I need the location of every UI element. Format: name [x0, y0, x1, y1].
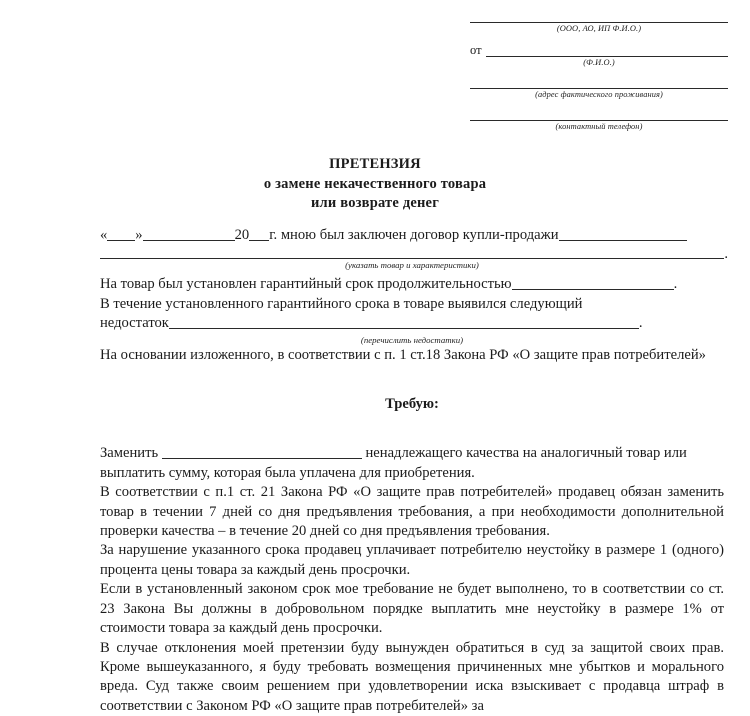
caption-defects: (перечислить недостатки) [100, 334, 724, 346]
title-line-1: ПРЕТЕНЗИЯ [0, 155, 750, 175]
defect-line: недостаток . [100, 314, 724, 333]
year-prefix: 20 [235, 227, 250, 243]
replace-label: Заменить [100, 445, 158, 461]
quote-close: » [135, 227, 142, 243]
person-name-fill-line[interactable] [486, 46, 728, 57]
warranty-duration-line: На товар был установлен гарантийный срок продолжительностью . [100, 275, 724, 294]
warranty-fill-line[interactable] [512, 277, 674, 290]
contract-paragraph [100, 226, 724, 245]
demand-paragraph-2: За нарушение указанного срока продавец уплачивает потребителю неустойку в размере 1 (одного) процента цены товара за каждый день просрочки. [100, 541, 724, 580]
caption-phone: (контактный телефон) [470, 121, 728, 132]
warranty-duration-text: На товар был установлен гарантийный срок продолжительностью [100, 276, 512, 292]
address-fill-line[interactable] [470, 78, 728, 89]
document-body [100, 226, 724, 716]
goods-fill-line-2[interactable] [100, 245, 724, 259]
day-fill-line[interactable] [107, 228, 135, 241]
caption-address: (адрес фактического проживания) [470, 89, 728, 100]
goods-fill-line-1[interactable] [559, 228, 687, 241]
caption-company: (ООО, АО, ИП Ф.И.О.) [470, 23, 728, 34]
defect-label: недостаток [100, 315, 169, 331]
demand-heading: Требую: [100, 395, 724, 414]
demand-paragraph-1: В соответствии с п.1 ст. 21 Закона РФ «О защите прав потребителей» продавец обязан заменить товар в течении 7 дней со дня предъявления требования, а при необходимости дополнительной проверки качества – в течение 20 дней со дня предъявления требования. [100, 483, 724, 541]
replace-demand-line [100, 444, 724, 483]
legal-basis-paragraph: На основании изложенного, в соответствии с п. 1 ст.18 Закона РФ «О защите прав потребителей» [100, 346, 724, 365]
from-row [470, 43, 728, 57]
quote-open: « [100, 227, 107, 243]
caption-goods: (указать товар и характеристики) [100, 259, 724, 271]
replace-rest-text: ненадлежащего качества на аналогичный товар или выплатить сумму, которая была уплачена для приобретения. [100, 445, 687, 480]
title-line-3: или возврате денег [0, 194, 750, 214]
defect-fill-line[interactable] [169, 316, 639, 329]
demand-paragraph-4: В случае отклонения моей претензии буду вынужден обратиться в суд за защитой своих прав. Кроме вышеуказанного, я буду требовать возмещения причиненных мне убытков и морального вреда. Суд также своим решением при удовлетворении иска взыскивает с продавца штраф в соответствии с Законом РФ «О защите прав потребителей» за [100, 639, 724, 716]
year-fill-line[interactable] [249, 228, 269, 241]
phone-fill-line[interactable] [470, 110, 728, 121]
demand-paragraph-3: Если в установленный законом срок мое требование не будет выполнено, то в соответствии со ст. 23 Закона Вы должны в добровольном порядке выплатить мне неустойку в размере 1% от стоимости товара за каждый день просрочки. [100, 580, 724, 638]
title-line-2: о замене некачественного товара [0, 175, 750, 195]
addressee-header [470, 12, 728, 132]
company-name-fill-line[interactable] [470, 12, 728, 23]
defect-intro-line: В течение установленного гарантийного срока в товаре выявился следующий [100, 295, 724, 314]
contract-text: г. мною был заключен договор купли-продажи [269, 227, 558, 243]
caption-person: (Ф.И.О.) [470, 57, 728, 68]
replace-item-fill-line[interactable] [162, 446, 362, 459]
month-fill-line[interactable] [143, 228, 235, 241]
document-title [0, 155, 750, 214]
from-label: от [470, 43, 486, 57]
